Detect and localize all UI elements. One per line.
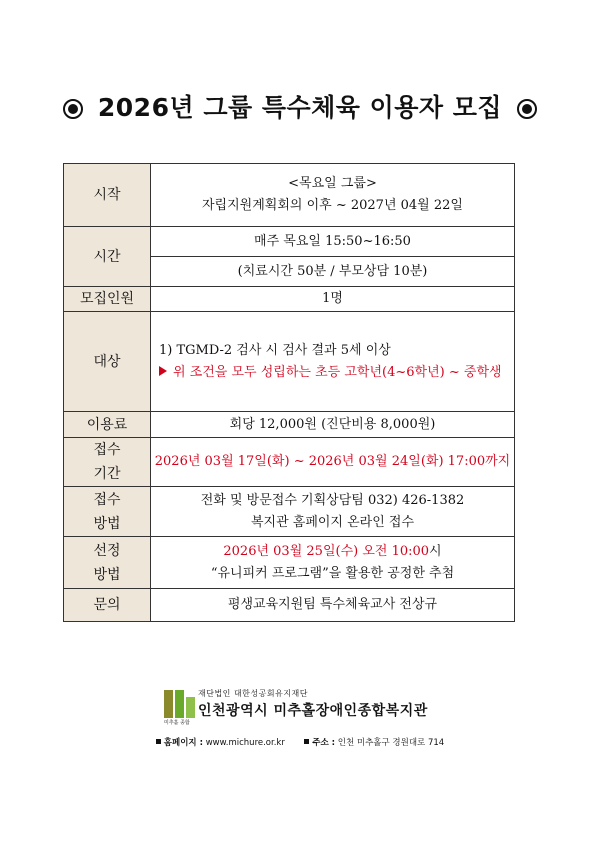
label-application-period-1: 접수 <box>93 442 121 458</box>
start-period: 자립지원계획회의 이후 ~ 2027년 04월 22일 <box>202 198 463 213</box>
table-row-start <box>64 164 515 227</box>
label-time: 시간 <box>64 227 151 287</box>
label-fee: 이용료 <box>64 412 151 438</box>
selection-datetime <box>151 541 514 563</box>
label-selection-1: 선정 <box>93 542 121 559</box>
label-target: 대상 <box>64 312 151 412</box>
label-start: 시작 <box>64 164 151 227</box>
selection-datetime-red: 2026년 03월 25일(수) 오전 10:00 <box>223 543 430 559</box>
address-label: 주소 : <box>312 738 336 748</box>
table-row-target <box>64 312 515 412</box>
homepage-link[interactable]: www.michure.or.kr <box>205 738 285 748</box>
footer-logo <box>162 688 452 724</box>
org-name: 인천광역시 미추홀장애인종합복지관 <box>198 703 428 719</box>
target-note-text: 위 조건을 모두 성립하는 초등 고학년(4~6학년) ~ 중학생 <box>173 364 502 380</box>
square-bullet-icon <box>156 739 161 744</box>
application-method-phone: 전화 및 방문접수 기획상담팀 032) 426-1382 <box>200 492 465 508</box>
square-bullet-icon <box>304 739 309 744</box>
logo-caption: 미추홀 종합 <box>164 720 190 726</box>
table-row-time <box>64 227 515 257</box>
value-fee: 회당 12,000원 (진단비용 8,000원) <box>151 412 515 438</box>
table-row-application-period <box>64 438 515 487</box>
label-application-method <box>64 487 151 537</box>
value-target <box>151 312 515 412</box>
value-time-schedule: 매주 목요일 15:50~16:50 <box>151 227 515 257</box>
label-application-period-2: 기간 <box>93 466 121 482</box>
table-row-selection <box>64 537 515 589</box>
page-title <box>0 88 600 124</box>
value-selection <box>151 537 515 589</box>
triangle-right-icon <box>159 366 167 376</box>
value-application-method <box>151 487 515 537</box>
value-capacity: 1명 <box>151 287 515 312</box>
value-application-period: 2026년 03월 17일(화) ~ 2026년 03월 24일(화) 17:00까지 <box>151 438 515 487</box>
label-inquiry: 문의 <box>64 589 151 622</box>
label-application-period <box>64 438 151 487</box>
value-start <box>151 164 515 227</box>
value-time-detail: (치료시간 50분 / 부모상담 10분) <box>151 257 515 287</box>
circle-bullet-icon <box>517 99 537 119</box>
label-application-method-2: 방법 <box>93 515 121 532</box>
label-selection-2: 방법 <box>93 566 121 583</box>
table-row-fee <box>64 412 515 438</box>
label-application-method-1: 접수 <box>93 491 121 508</box>
address-value: 인천 미추홀구 경원대로 714 <box>337 738 445 748</box>
org-sub-name: 재단법인 대한성공회유지재단 <box>198 689 309 698</box>
label-selection <box>64 537 151 589</box>
table-row-inquiry <box>64 589 515 622</box>
value-inquiry: 평생교육지원팀 특수체육교사 전상규 <box>151 589 515 622</box>
table-row-application-method <box>64 487 515 537</box>
application-method-online: 복지관 홈페이지 온라인 접수 <box>250 514 415 530</box>
label-capacity: 모집인원 <box>64 287 151 312</box>
page-title-text: 2026년 그룹 특수체육 이용자 모집 <box>97 93 503 122</box>
start-group: <목요일 그룹> <box>288 176 377 191</box>
selection-datetime-suffix: 시 <box>429 543 442 559</box>
contact-line <box>0 736 600 748</box>
target-note <box>159 362 514 384</box>
target-condition: 1) TGMD-2 검사 시 검사 결과 5세 이상 <box>159 342 391 358</box>
info-table <box>63 163 515 622</box>
circle-bullet-icon <box>63 99 83 119</box>
selection-method: “유니피커 프로그램”을 활용한 공정한 추첨 <box>210 565 455 581</box>
table-row-capacity <box>64 287 515 312</box>
homepage-label: 홈페이지 : <box>163 738 203 748</box>
